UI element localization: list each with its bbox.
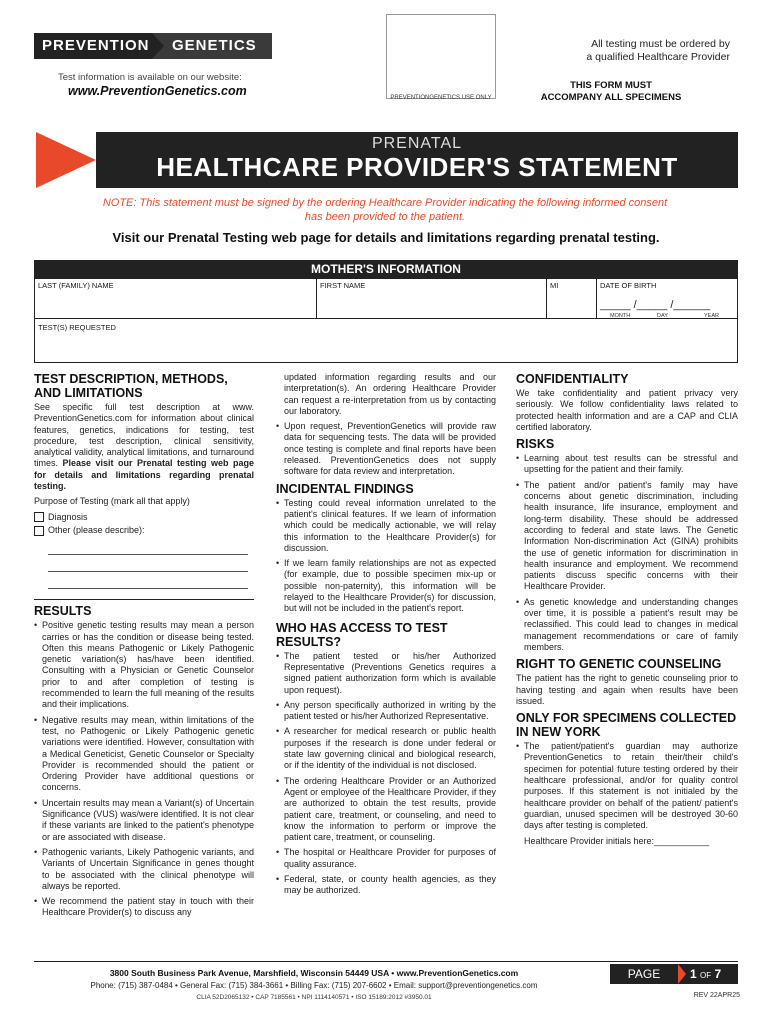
- logo-arrow-icon: [152, 33, 164, 59]
- access-item-4: • The ordering Healthcare Provider or an Authorized Agent or employee of the Healthcare Provider, if they are authorized to obtain the test results, provide patient care, treatment, or counseling, and need to know the information to perform or improve the patient care, treatment, or counseling.: [276, 776, 496, 844]
- order-note: [520, 38, 730, 64]
- dob-blanks: _____ /_____ /______: [600, 299, 711, 311]
- must-line1: THIS FORM MUST: [570, 80, 652, 91]
- confidentiality-text: We take confidentiality and patient privacy very seriously. We follow confidentiality laws related to protected health information and are a CAP and CLIA certified laboratory.: [516, 388, 738, 432]
- access-list: [276, 651, 496, 897]
- dob-month-label: MONTH: [610, 313, 631, 319]
- incidental-item-2: • If we learn family relationships are not as expected (for example, due to possible specimen mix-up or possible non-paternity), this information will be relayed to the Healthcare Provider(s) for discussion, but will not be included in the patient's report.: [276, 558, 496, 614]
- red-arrow-icon: [36, 132, 96, 188]
- order-note-line2: a qualified Healthcare Provider: [586, 51, 730, 63]
- page-arrow-icon: [678, 964, 686, 984]
- risk-item-3: • As genetic knowledge and understanding changes over time, it is possible a patient's result may be reclassified. This could lead to changes in medical management recommendations or care of family members.: [516, 597, 738, 653]
- results-list: [34, 620, 254, 918]
- new-york-list: [516, 741, 738, 831]
- info-line: Test information is available on our website:: [58, 72, 242, 83]
- heading-risks: RISKS: [516, 437, 555, 452]
- diagnosis-option[interactable]: [34, 512, 254, 523]
- other-description-line-1[interactable]: [48, 538, 248, 555]
- mi-field[interactable]: [547, 279, 597, 319]
- access-item-1: • The patient tested or his/her Authorized Representative (Preventions Genetics requires a signed patient authorization form which is available upon request).: [276, 651, 496, 696]
- diagnosis-label: Diagnosis: [48, 511, 88, 522]
- use-only-label: PREVENTIONGENETICS USE ONLY: [390, 95, 492, 101]
- purpose-label: Purpose of Testing (mark all that apply): [34, 496, 190, 507]
- dob-year-label: YEAR: [704, 313, 719, 319]
- order-note-line1: All testing must be ordered by: [591, 38, 730, 50]
- footer-certs: CLIA 52D2065132 • CAP 7185561 • NPI 1114140571 • ISO 15189:2012 #3950.01: [196, 994, 432, 1001]
- revision: REV 22APR25: [693, 992, 740, 999]
- page-title: HEALTHCARE PROVIDER'S STATEMENT: [156, 152, 678, 182]
- test-description-bold: Please visit our Prenatal testing web page for details and limitations regarding prenatal testing.: [34, 458, 254, 492]
- other-label: Other (please describe):: [48, 524, 145, 535]
- logo-text-genetics: GENETICS: [164, 33, 272, 59]
- page-number: [686, 964, 721, 984]
- footer-address: 3800 South Business Park Avenue, Marshfield, Wisconsin 54449 USA • www.PreventionGenetics.com: [109, 968, 519, 978]
- test-description-body: See specific full test description at www. PreventionGenetics.com for information about clinical features, genetics, indications for testing, test procedure, test description, clinical sensitivity, analytical validity, analytical limitations, and turnaround times.: [34, 402, 254, 469]
- column-1: [34, 372, 254, 923]
- first-name-label: FIRST NAME: [320, 281, 366, 290]
- result-uncertain: • Uncertain results may mean a Variant(s) of Uncertain Significance (VUS) was/were identified. It is not clear if these variants are linked to the patient's phenotype or are associated with disease.: [34, 798, 254, 843]
- heading-counseling: RIGHT TO GENETIC COUNSELING: [516, 657, 722, 672]
- logo-text-prevention: PREVENTION: [34, 33, 152, 59]
- heading-new-york: ONLY FOR SPECIMENS COLLECTED IN NEW YORK: [516, 711, 737, 740]
- risk-item-2: • The patient and/or patient's family may have concerns about genetic discrimination, including health insurance, life insurance, employment and long-term disability. These should be addressed according to federal and state laws. The Genetic Information Non-discrimination Act (GINA) prohibits the use of genetic information for discrimination in health insurance and employment. We recommend patients discuss specific concerns with their Healthcare Provider.: [516, 480, 738, 593]
- other-checkbox[interactable]: [34, 526, 44, 536]
- visit-note: Visit our Prenatal Testing web page for details and limitations regarding prenatal testing.: [112, 230, 660, 245]
- initials-field[interactable]: Healthcare Provider initials here:___________: [524, 835, 710, 846]
- tests-requested-field[interactable]: [34, 319, 738, 363]
- new-york-item: • The patient/patient's guardian may authorize PreventionGenetics to retain their/their child's specimen for potential future testing ordered by their healthcare professional, and/or for quality control purposes. If this statement is not initialed by the healthcare provider on behalf of the patient/ patient's guardian, unused specimen will be destroyed 30-60 days after testing is completed.: [516, 741, 738, 831]
- title-note: NOTE: This statement must be signed by the ordering Healthcare Provider indicating the following informed consent has been provided to the patient.: [102, 197, 668, 223]
- footer-divider: [34, 961, 738, 962]
- incidental-item-1: • Testing could reveal information unrelated to the patient's clinical features. If we learn of information which could be medically actionable, we will relay this information to the Healthcare Provider(s) for discussion.: [276, 498, 496, 554]
- raw-data-item: • Upon request, PreventionGenetics will provide raw data for sequencing tests. The data will be provided once testing is complete and final reports have been released. PreventionGenetics does not supply software for data review and interpretation.: [276, 421, 496, 477]
- test-description-text: [34, 402, 254, 492]
- access-item-6: • Federal, state, or county health agencies, as they may be authorized.: [276, 874, 496, 897]
- last-name-label: LAST (FAMILY) NAME: [38, 281, 114, 290]
- page-label: PAGE: [627, 967, 661, 981]
- heading-access: WHO HAS ACCESS TO TEST RESULTS?: [276, 620, 448, 649]
- mother-info-heading: MOTHER'S INFORMATION: [34, 260, 738, 279]
- access-item-3: • A researcher for medical research or public health purposes if the research is done under federal or state law governing clinical and biological research, or if the identity of the individual is not disclosed.: [276, 726, 496, 771]
- page-indicator: [610, 964, 738, 984]
- other-description-line-2[interactable]: [48, 555, 248, 572]
- must-accompany: [520, 80, 702, 104]
- result-positive: • Positive genetic testing results may mean a person carries or has the condition or disease being tested. Often this means Pathogenic or Likely Pathogenic genetic variation(s) has/have been identified. Consulting with a Physician or Genetic Counselor prior to and after completion of testing is recommended to learn the full meaning of the results and their implications.: [34, 620, 254, 710]
- updated-info-text: updated information regarding results and our interpretation(s). An ordering Healthcare Provider can request a re-interpretation from us by contacting our laboratory.: [284, 372, 496, 416]
- heading-confidentiality: CONFIDENTIALITY: [516, 372, 629, 386]
- column-3: [516, 372, 738, 851]
- incidental-list: [276, 498, 496, 615]
- divider: [34, 599, 254, 600]
- website-link[interactable]: www.PreventionGenetics.com: [68, 84, 247, 98]
- heading-incidental: INCIDENTAL FINDINGS: [276, 481, 414, 496]
- last-name-field[interactable]: [35, 279, 317, 319]
- raw-data-list: [276, 421, 496, 477]
- page-total: 7: [714, 967, 722, 981]
- dob-day-label: DAY: [657, 313, 668, 319]
- result-stay-in-touch: • We recommend the patient stay in touch with their Healthcare Provider(s) to discuss any: [34, 896, 254, 919]
- risk-item-1: • Learning about test results can be stressful and upsetting for the patient and their family.: [516, 453, 738, 476]
- access-item-2: • Any person specifically authorized in writing by the patient tested or his/her Authorized Representative.: [276, 700, 496, 723]
- counseling-text: The patient has the right to genetic counseling prior to having testing and again when results have been issued.: [516, 673, 738, 706]
- other-option[interactable]: [34, 525, 254, 536]
- heading-test-description: TEST DESCRIPTION, METHODS, AND LIMITATIONS: [34, 372, 228, 400]
- footer-contacts: Phone: (715) 387-0484 • General Fax: (715) 384-3661 • Billing Fax: (715) 207-6602 • Email: support@preventiongenetics.com: [90, 981, 538, 990]
- tests-requested-label: TEST(S) REQUESTED: [38, 323, 116, 332]
- title-subtitle: PRENATAL: [371, 135, 463, 152]
- column-2: [276, 372, 496, 901]
- first-name-field[interactable]: [317, 279, 547, 319]
- diagnosis-checkbox[interactable]: [34, 512, 44, 522]
- page-of: OF: [700, 971, 712, 980]
- risks-list: [516, 453, 738, 653]
- other-description-line-3[interactable]: [48, 572, 248, 589]
- use-only-box: [386, 14, 496, 99]
- heading-results: RESULTS: [34, 604, 92, 619]
- dob-label: DATE OF BIRTH: [600, 281, 657, 290]
- mi-label: MI: [550, 281, 559, 290]
- logo: [34, 33, 272, 59]
- page-current: 1: [690, 967, 697, 981]
- result-reported: • Pathogenic variants, Likely Pathogenic variants, and Variants of Uncertain Significance in genes thought to be associated with the clinical phenotype will always be reported.: [34, 847, 254, 892]
- must-line2: ACCOMPANY ALL SPECIMENS: [540, 92, 682, 103]
- access-item-5: • The hospital or Healthcare Provider for purposes of quality assurance.: [276, 847, 496, 870]
- result-negative: • Negative results may mean, within limitations of the test, no Pathogenic or Likely Pathogenic genetic variations were identified. However, consultation with a Medical Geneticist, Genetic Counselor or Specialty Provider is recommended should the patient or Ordering Provider have additional questions or concerns.: [34, 715, 254, 794]
